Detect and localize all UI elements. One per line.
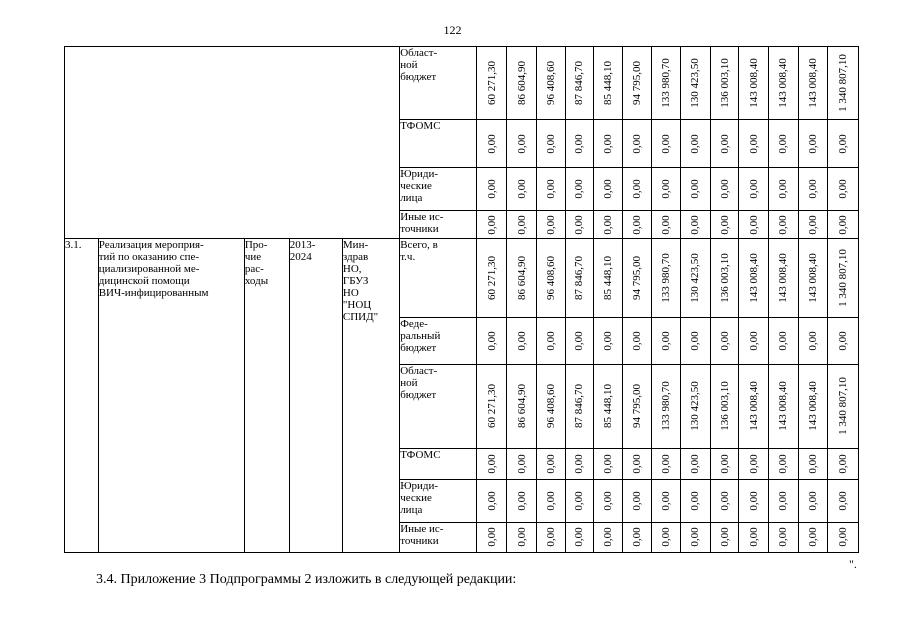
amount-value: 0,00 xyxy=(602,214,615,235)
amount-value: 0,00 xyxy=(777,179,790,199)
amount-value: 0,00 xyxy=(837,331,850,351)
amount-cell xyxy=(507,318,537,365)
amount-value: 0,00 xyxy=(718,134,731,154)
amount-value: 0,00 xyxy=(659,454,672,474)
amount-value: 0,00 xyxy=(573,179,586,199)
amount-value: 0,00 xyxy=(777,214,790,235)
amount-value: 0,00 xyxy=(806,179,819,199)
amount-value: 0,00 xyxy=(806,491,819,511)
amount-cell xyxy=(828,210,859,238)
amount-value: 0,00 xyxy=(515,331,528,351)
page-number: 122 xyxy=(443,23,462,37)
amount-cell xyxy=(622,480,651,523)
amount-value: 0,00 xyxy=(602,454,615,474)
amount-value: 0,00 xyxy=(689,331,702,351)
amount-value: 0,00 xyxy=(837,491,850,511)
amount-cell xyxy=(594,119,623,168)
amount-value: 0,00 xyxy=(659,214,672,235)
amount-value: 86 604,90 xyxy=(515,384,528,429)
amount-value: 0,00 xyxy=(573,134,586,154)
amount-value: 0,00 xyxy=(837,179,850,199)
funding-source: Юриди- ческие лица xyxy=(400,168,477,211)
amount-value: 0,00 xyxy=(718,214,731,235)
amount-cell xyxy=(537,364,566,448)
amount-cell xyxy=(739,239,769,318)
amount-cell xyxy=(565,522,594,552)
amount-value: 0,00 xyxy=(837,134,850,154)
amount-cell xyxy=(565,210,594,238)
amount-value: 0,00 xyxy=(485,454,498,474)
amount-cell xyxy=(537,210,566,238)
amount-value: 143 008,40 xyxy=(806,58,819,108)
amount-value: 0,00 xyxy=(602,527,615,547)
amount-value: 143 008,40 xyxy=(806,381,819,431)
amount-value: 94 795,00 xyxy=(630,60,643,105)
amount-value: 0,00 xyxy=(777,491,790,511)
amount-value: 0,00 xyxy=(515,134,528,154)
amount-cell xyxy=(594,239,623,318)
amount-cell xyxy=(507,480,537,523)
amount-value: 0,00 xyxy=(806,214,819,235)
amount-cell xyxy=(651,239,681,318)
amount-value: 136 003,10 xyxy=(718,58,731,108)
amount-value: 85 448,10 xyxy=(602,60,615,105)
amount-cell xyxy=(769,448,799,479)
amount-value: 0,00 xyxy=(485,331,498,351)
amount-value: 86 604,90 xyxy=(515,60,528,105)
amount-cell xyxy=(739,318,769,365)
amount-cell xyxy=(594,480,623,523)
amount-value: 0,00 xyxy=(573,527,586,547)
amount-cell xyxy=(710,119,739,168)
amount-cell xyxy=(798,522,828,552)
amount-cell xyxy=(594,47,623,120)
amount-value: 0,00 xyxy=(659,331,672,351)
amount-cell xyxy=(681,168,711,211)
amount-value: 0,00 xyxy=(630,214,643,235)
amount-cell xyxy=(476,47,507,120)
amount-cell xyxy=(828,364,859,448)
amount-cell xyxy=(739,47,769,120)
amount-cell xyxy=(739,480,769,523)
amount-value: 0,00 xyxy=(630,179,643,199)
amount-value: 0,00 xyxy=(837,454,850,474)
amount-value: 0,00 xyxy=(837,527,850,547)
amount-cell xyxy=(507,47,537,120)
amount-cell xyxy=(798,480,828,523)
funding-source: ТФОМС xyxy=(400,119,477,168)
amount-cell xyxy=(828,239,859,318)
amount-cell xyxy=(769,168,799,211)
amount-cell xyxy=(710,239,739,318)
amount-cell xyxy=(476,210,507,238)
amount-value: 0,00 xyxy=(602,491,615,511)
funding-source: ТФОМС xyxy=(400,448,477,479)
amount-value: 133 980,70 xyxy=(659,381,672,431)
amount-value: 0,00 xyxy=(515,454,528,474)
amount-cell xyxy=(710,168,739,211)
amount-cell xyxy=(507,119,537,168)
amount-cell xyxy=(769,522,799,552)
amount-value: 0,00 xyxy=(806,134,819,154)
amount-value: 0,00 xyxy=(718,331,731,351)
amount-value: 0,00 xyxy=(544,134,557,154)
amount-value: 0,00 xyxy=(485,179,498,199)
amount-value: 0,00 xyxy=(806,454,819,474)
period: 2013- 2024 xyxy=(289,239,342,553)
amount-cell xyxy=(651,480,681,523)
amount-value: 0,00 xyxy=(659,527,672,547)
amount-value: 0,00 xyxy=(515,214,528,235)
amount-cell xyxy=(476,318,507,365)
amount-cell xyxy=(594,210,623,238)
amount-value: 96 408,60 xyxy=(544,384,557,429)
amount-cell xyxy=(710,448,739,479)
amount-cell xyxy=(681,480,711,523)
amount-cell xyxy=(537,47,566,120)
amount-value: 94 795,00 xyxy=(630,256,643,301)
amount-cell xyxy=(594,364,623,448)
executor: Мин- здрав НО, ГБУЗ НО "НОЦ СПИД" xyxy=(342,239,399,553)
amount-value: 0,00 xyxy=(544,527,557,547)
amount-value: 0,00 xyxy=(747,134,760,154)
amount-value: 85 448,10 xyxy=(602,384,615,429)
funding-source: Иные ис- точники xyxy=(400,210,477,238)
amount-cell xyxy=(537,448,566,479)
amount-value: 0,00 xyxy=(718,527,731,547)
amount-value: 86 604,90 xyxy=(515,256,528,301)
amount-cell xyxy=(828,522,859,552)
amount-cell xyxy=(537,318,566,365)
amount-cell xyxy=(798,47,828,120)
amount-value: 0,00 xyxy=(747,491,760,511)
amount-cell xyxy=(828,119,859,168)
amount-cell xyxy=(565,47,594,120)
amount-value: 0,00 xyxy=(806,331,819,351)
expense-type: Про- чие рас- ходы xyxy=(244,239,289,553)
amount-value: 0,00 xyxy=(689,454,702,474)
row-title: Реализация мероприя- тий по оказанию спе- циализированной ме- дицинской помощи ВИЧ-инфицированным xyxy=(98,239,244,553)
amount-cell xyxy=(507,239,537,318)
amount-cell xyxy=(507,522,537,552)
amount-value: 0,00 xyxy=(689,179,702,199)
amount-value: 0,00 xyxy=(573,454,586,474)
amount-cell xyxy=(798,239,828,318)
closing-quote: ". xyxy=(849,557,857,571)
amount-cell xyxy=(739,210,769,238)
amount-cell xyxy=(828,448,859,479)
amount-value: 143 008,40 xyxy=(747,381,760,431)
amount-cell xyxy=(798,318,828,365)
amount-value: 0,00 xyxy=(777,527,790,547)
amount-value: 143 008,40 xyxy=(747,58,760,108)
amount-value: 130 423,50 xyxy=(689,253,702,303)
amount-cell xyxy=(622,364,651,448)
funding-source: Област- ной бюджет xyxy=(400,47,477,120)
amount-value: 0,00 xyxy=(747,214,760,235)
amount-value: 0,00 xyxy=(718,454,731,474)
amount-cell xyxy=(565,119,594,168)
amount-cell xyxy=(710,364,739,448)
amount-value: 0,00 xyxy=(602,134,615,154)
amount-cell xyxy=(828,480,859,523)
amount-cell xyxy=(565,480,594,523)
amount-cell xyxy=(739,522,769,552)
amount-cell xyxy=(828,47,859,120)
amount-value: 143 008,40 xyxy=(747,253,760,303)
amount-value: 0,00 xyxy=(659,491,672,511)
amount-cell xyxy=(565,239,594,318)
amount-cell xyxy=(681,448,711,479)
amount-value: 0,00 xyxy=(515,179,528,199)
amount-cell xyxy=(651,318,681,365)
amount-value: 0,00 xyxy=(689,214,702,235)
amount-value: 60 271,30 xyxy=(485,256,498,301)
amount-value: 0,00 xyxy=(689,491,702,511)
amount-cell xyxy=(681,364,711,448)
amount-value: 87 846,70 xyxy=(573,256,586,301)
amount-value: 0,00 xyxy=(485,491,498,511)
amount-value: 0,00 xyxy=(837,214,850,235)
amount-cell xyxy=(798,168,828,211)
amount-cell xyxy=(537,522,566,552)
amount-cell xyxy=(507,168,537,211)
amount-cell xyxy=(681,47,711,120)
amount-value: 0,00 xyxy=(747,331,760,351)
amount-cell xyxy=(651,47,681,120)
amount-value: 143 008,40 xyxy=(777,381,790,431)
amount-cell xyxy=(739,168,769,211)
row-code: 3.1. xyxy=(65,239,99,553)
amount-value: 0,00 xyxy=(747,454,760,474)
amount-cell xyxy=(769,210,799,238)
amount-value: 0,00 xyxy=(659,179,672,199)
amount-cell xyxy=(651,448,681,479)
funding-source: Феде- ральный бюджет xyxy=(400,318,477,365)
amount-value: 60 271,30 xyxy=(485,60,498,105)
amount-value: 0,00 xyxy=(689,134,702,154)
funding-source: Иные ис- точники xyxy=(400,522,477,552)
table-row xyxy=(65,47,859,120)
amount-value: 87 846,70 xyxy=(573,384,586,429)
amount-value: 0,00 xyxy=(630,491,643,511)
amount-cell xyxy=(476,448,507,479)
amount-cell xyxy=(622,168,651,211)
amount-cell xyxy=(565,318,594,365)
amount-value: 136 003,10 xyxy=(718,381,731,431)
amount-cell xyxy=(622,239,651,318)
amount-cell xyxy=(622,47,651,120)
amount-cell xyxy=(651,522,681,552)
amount-value: 0,00 xyxy=(777,454,790,474)
amount-cell xyxy=(476,119,507,168)
amount-cell xyxy=(798,364,828,448)
amount-value: 0,00 xyxy=(689,527,702,547)
amount-cell xyxy=(710,480,739,523)
amount-cell xyxy=(798,210,828,238)
amount-value: 0,00 xyxy=(630,331,643,351)
amount-cell xyxy=(565,448,594,479)
amount-cell xyxy=(651,168,681,211)
amount-value: 0,00 xyxy=(515,527,528,547)
amount-value: 60 271,30 xyxy=(485,384,498,429)
amount-cell xyxy=(798,448,828,479)
funding-source: Всего, в т.ч. xyxy=(400,239,477,318)
amount-value: 0,00 xyxy=(573,491,586,511)
amount-cell xyxy=(622,119,651,168)
amount-cell xyxy=(651,119,681,168)
amount-value: 0,00 xyxy=(544,214,557,235)
amount-value: 0,00 xyxy=(777,331,790,351)
amount-value: 130 423,50 xyxy=(689,381,702,431)
amount-value: 0,00 xyxy=(485,527,498,547)
amount-cell xyxy=(507,448,537,479)
amount-cell xyxy=(681,522,711,552)
amount-cell xyxy=(739,119,769,168)
amount-value: 0,00 xyxy=(515,491,528,511)
amount-value: 0,00 xyxy=(602,179,615,199)
amount-cell xyxy=(594,168,623,211)
amount-value: 143 008,40 xyxy=(777,58,790,108)
amount-cell xyxy=(622,522,651,552)
table-row xyxy=(65,239,859,318)
amount-cell xyxy=(710,522,739,552)
amount-cell xyxy=(651,364,681,448)
amount-value: 130 423,50 xyxy=(689,58,702,108)
amount-cell xyxy=(828,168,859,211)
amount-value: 0,00 xyxy=(659,134,672,154)
amount-cell xyxy=(681,210,711,238)
amount-cell xyxy=(537,168,566,211)
amount-cell xyxy=(622,448,651,479)
amount-value: 1 340 807,10 xyxy=(837,377,850,436)
amount-value: 0,00 xyxy=(485,134,498,154)
amount-cell xyxy=(769,480,799,523)
amount-cell xyxy=(710,318,739,365)
amount-value: 133 980,70 xyxy=(659,58,672,108)
footer-text: 3.4. Приложение 3 Подпрограммы 2 изложить в следующей редакции: xyxy=(96,572,517,587)
amount-value: 0,00 xyxy=(747,179,760,199)
amount-cell xyxy=(769,119,799,168)
amount-value: 143 008,40 xyxy=(777,253,790,303)
amount-cell xyxy=(769,47,799,120)
amount-value: 0,00 xyxy=(630,527,643,547)
amount-value: 0,00 xyxy=(544,331,557,351)
amount-value: 0,00 xyxy=(747,527,760,547)
amount-value: 85 448,10 xyxy=(602,256,615,301)
amount-value: 96 408,60 xyxy=(544,60,557,105)
amount-cell xyxy=(681,318,711,365)
amount-cell xyxy=(651,210,681,238)
amount-value: 0,00 xyxy=(602,331,615,351)
amount-cell xyxy=(681,119,711,168)
amount-cell xyxy=(476,239,507,318)
amount-cell xyxy=(710,47,739,120)
amount-cell xyxy=(739,364,769,448)
amount-value: 0,00 xyxy=(544,491,557,511)
amount-value: 143 008,40 xyxy=(806,253,819,303)
funding-source: Област- ной бюджет xyxy=(400,364,477,448)
amount-cell xyxy=(710,210,739,238)
amount-value: 0,00 xyxy=(630,134,643,154)
amount-cell xyxy=(681,239,711,318)
amount-cell xyxy=(537,480,566,523)
amount-cell xyxy=(769,364,799,448)
funding-source: Юриди- ческие лица xyxy=(400,480,477,523)
amount-cell xyxy=(594,448,623,479)
amount-value: 1 340 807,10 xyxy=(837,249,850,308)
amount-value: 136 003,10 xyxy=(718,253,731,303)
amount-value: 0,00 xyxy=(630,454,643,474)
empty-merged-cell xyxy=(65,47,400,239)
amount-cell xyxy=(507,364,537,448)
amount-value: 0,00 xyxy=(718,491,731,511)
amount-cell xyxy=(565,168,594,211)
amount-cell xyxy=(476,168,507,211)
amount-cell xyxy=(537,119,566,168)
amount-cell xyxy=(769,318,799,365)
amount-value: 0,00 xyxy=(806,527,819,547)
amount-cell xyxy=(537,239,566,318)
amount-cell xyxy=(476,522,507,552)
amount-value: 94 795,00 xyxy=(630,384,643,429)
amount-value: 0,00 xyxy=(573,214,586,235)
amount-value: 1 340 807,10 xyxy=(837,54,850,112)
amount-cell xyxy=(476,364,507,448)
amount-cell xyxy=(622,318,651,365)
amount-cell xyxy=(507,210,537,238)
amount-cell xyxy=(594,522,623,552)
amount-cell xyxy=(798,119,828,168)
amount-value: 0,00 xyxy=(573,331,586,351)
amount-cell xyxy=(769,239,799,318)
amount-value: 0,00 xyxy=(544,454,557,474)
amount-cell xyxy=(476,480,507,523)
amount-cell xyxy=(622,210,651,238)
amount-value: 133 980,70 xyxy=(659,253,672,303)
amount-value: 0,00 xyxy=(777,134,790,154)
amount-cell xyxy=(828,318,859,365)
amount-value: 0,00 xyxy=(544,179,557,199)
amount-cell xyxy=(739,448,769,479)
amount-cell xyxy=(565,364,594,448)
amount-value: 0,00 xyxy=(718,179,731,199)
amount-value: 87 846,70 xyxy=(573,60,586,105)
budget-table xyxy=(64,46,859,553)
amount-cell xyxy=(594,318,623,365)
amount-value: 96 408,60 xyxy=(544,256,557,301)
amount-value: 0,00 xyxy=(485,214,498,235)
